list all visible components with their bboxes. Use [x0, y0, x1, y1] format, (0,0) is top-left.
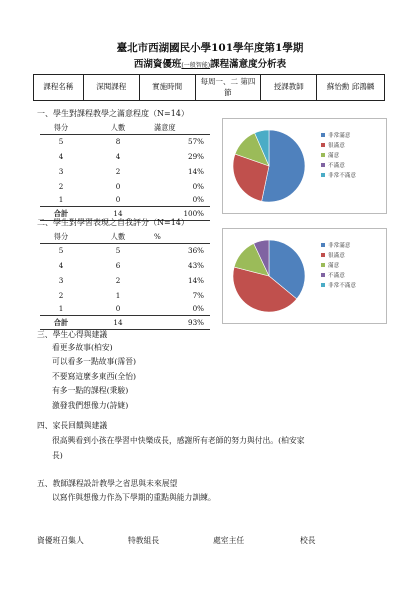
signature-special-ed: 特教組長 — [128, 536, 160, 545]
pie-chart-2-legend — [321, 243, 356, 293]
signature-principal: 校長 — [300, 536, 316, 545]
score-cell: 1 — [58, 304, 64, 313]
parent-feedback-line1: 很高興看到小孩在學習中快樂成長，感謝所有老師的努力與付出。(柏安家 — [52, 436, 305, 445]
total-percent: 100% — [183, 209, 204, 218]
teacher-reflection: 以寫作與想像力作為下學期的重點與能力訓練。 — [52, 493, 216, 502]
pie-chart-1-svg — [223, 119, 321, 213]
score-cell: 1 — [58, 195, 64, 204]
course-name-value: 深閱課程 — [83, 75, 139, 101]
count-cell: 2 — [115, 167, 121, 176]
percent-cell: 29% — [188, 152, 204, 161]
section1-stats-table — [40, 120, 210, 218]
teacher-value: 蘇怡勳 邱鴻麟 — [317, 75, 385, 101]
score-cell: 4 — [58, 261, 64, 270]
parent-feedback-line2: 長) — [52, 451, 63, 460]
stats-row — [40, 273, 210, 288]
percent-cell: 57% — [188, 137, 204, 146]
stats-header-row — [40, 120, 210, 135]
col-count: 人數 — [110, 232, 126, 241]
section5-heading: 五、教師課程設計教學之省思與未來展望 — [37, 479, 178, 488]
col-percent: 滿意度 — [154, 123, 176, 132]
stats-row — [40, 149, 210, 164]
col-score: 得分 — [53, 123, 69, 132]
subtitle-note: (一般智能) — [181, 62, 211, 69]
count-cell: 0 — [115, 304, 121, 313]
legend-item: 非常滿意 — [321, 243, 356, 253]
stats-row — [40, 243, 210, 258]
document-title: 臺北市西湖國民小學101學年度第1學期 — [116, 42, 304, 54]
section1-heading: 一、學生對課程教學之滿意程度（N=14） — [37, 109, 189, 118]
document-subtitle — [0, 56, 420, 70]
signature-coordinator: 資優班召集人 — [37, 536, 84, 545]
legend-item: 很滿意 — [321, 143, 356, 153]
percent-cell: 0% — [192, 182, 204, 191]
score-cell: 5 — [58, 246, 64, 255]
feedback-line: 有多一點的課程(秉駿) — [52, 386, 129, 396]
time-label: 實施時間 — [139, 75, 195, 101]
legend-item: 很滿意 — [321, 253, 356, 263]
total-count: 14 — [113, 209, 123, 218]
score-cell: 3 — [58, 276, 64, 285]
legend-item: 滿意 — [321, 263, 356, 273]
count-cell: 8 — [115, 137, 121, 146]
percent-cell: 14% — [188, 167, 204, 176]
total-label: 合計 — [53, 209, 69, 218]
count-cell: 4 — [115, 152, 121, 161]
col-percent: % — [154, 232, 161, 241]
section4-heading: 四、家長回饋與建議 — [37, 421, 108, 430]
signature-director: 處室主任 — [213, 536, 245, 545]
feedback-line: 看更多故事(柏安) — [52, 343, 113, 352]
col-count: 人數 — [110, 123, 126, 132]
count-cell: 6 — [115, 261, 121, 270]
score-cell: 3 — [58, 167, 64, 176]
percent-cell: 14% — [188, 276, 204, 285]
stats-row — [40, 134, 210, 149]
stats-total-row — [40, 315, 210, 330]
student-feedback-list — [52, 341, 136, 413]
score-cell: 2 — [58, 291, 64, 300]
score-cell: 5 — [58, 137, 64, 146]
count-cell: 1 — [115, 291, 121, 300]
feedback-line: 可以看多一點故事(霈晉) — [52, 357, 137, 367]
subtitle-class: 西湖資優班 — [133, 59, 182, 70]
legend-item: 不滿意 — [321, 273, 356, 283]
section2-heading: 二、學生對學習表現之自我評分（N=14） — [37, 218, 189, 227]
stats-row — [40, 301, 210, 316]
feedback-line: 不要寫這麼多東西(全怡) — [52, 371, 137, 381]
stats-header-row — [40, 229, 210, 244]
legend-item: 不滿意 — [321, 163, 356, 173]
percent-cell: 7% — [192, 291, 204, 300]
col-score: 得分 — [53, 232, 69, 241]
time-value: 每周一、二 第四節 — [195, 75, 261, 101]
score-cell: 2 — [58, 182, 64, 191]
percent-cell: 43% — [188, 261, 204, 270]
legend-item: 非常不滿意 — [321, 283, 356, 293]
percent-cell: 36% — [188, 246, 204, 255]
teacher-label: 授課教師 — [261, 75, 317, 101]
percent-cell: 0% — [192, 304, 204, 313]
total-percent: 93% — [188, 318, 204, 327]
legend-item: 滿意 — [321, 153, 356, 163]
pie-chart-2 — [222, 228, 387, 324]
legend-item: 非常滿意 — [321, 133, 356, 143]
pie-chart-1-legend — [321, 133, 356, 183]
section3-heading: 三、學生心得與建議 — [37, 330, 108, 339]
course-name-label: 課程名稱 — [34, 75, 84, 101]
section2-stats-table — [40, 229, 210, 327]
count-cell: 0 — [115, 182, 121, 191]
pie-chart-1 — [222, 118, 387, 214]
stats-row — [40, 192, 210, 207]
count-cell: 2 — [115, 276, 121, 285]
subtitle-main: 課程滿意度分析表 — [210, 59, 287, 70]
legend-item: 非常不滿意 — [321, 173, 356, 183]
percent-cell: 0% — [192, 195, 204, 204]
stats-row — [40, 258, 210, 273]
course-info-table — [33, 74, 385, 101]
stats-row — [40, 164, 210, 179]
total-count: 14 — [113, 318, 123, 327]
score-cell: 4 — [58, 152, 64, 161]
feedback-line: 激發我們想像力(詩婕) — [52, 400, 129, 410]
count-cell: 5 — [115, 246, 121, 255]
pie-chart-2-svg — [223, 229, 321, 323]
count-cell: 0 — [115, 195, 121, 204]
total-label: 合計 — [53, 318, 69, 327]
